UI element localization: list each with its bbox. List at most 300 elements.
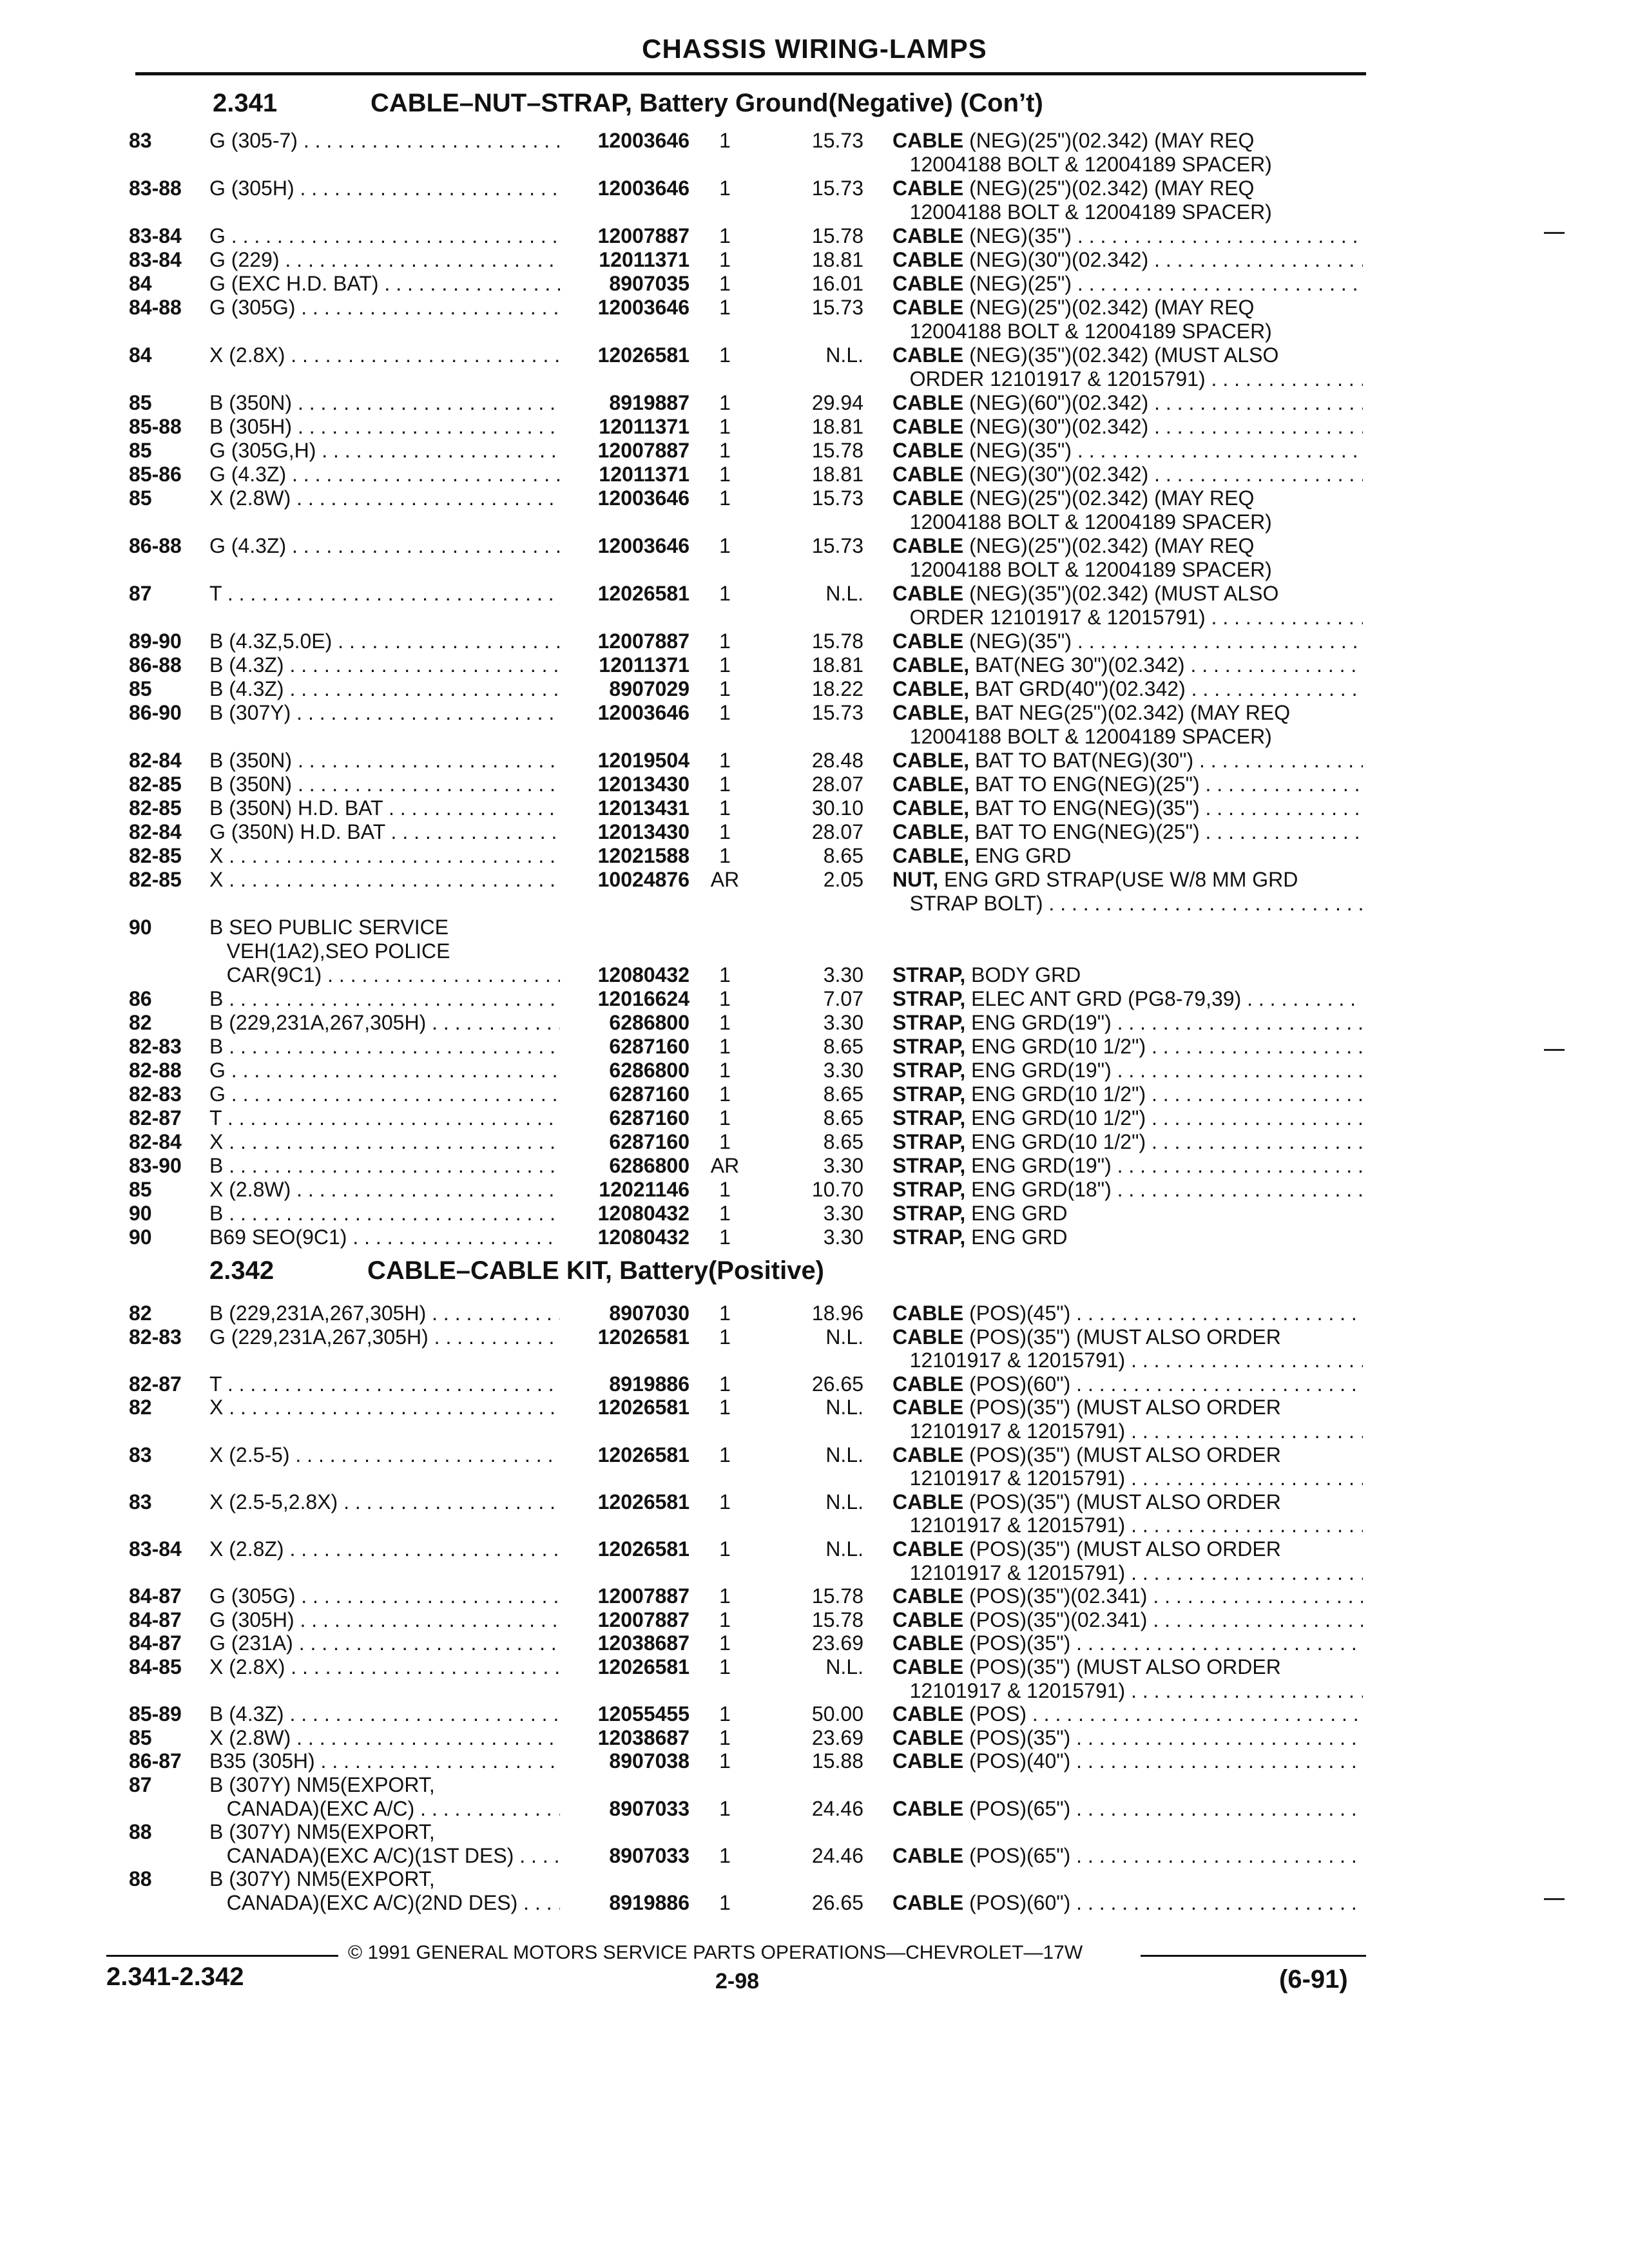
item-detail: BAT TO BAT(NEG)(30") bbox=[969, 749, 1194, 772]
quantity: 1 bbox=[719, 963, 731, 986]
item-name: CABLE, bbox=[892, 844, 970, 867]
price: 15.73 bbox=[811, 534, 863, 557]
parts-row bbox=[0, 1349, 1629, 1372]
parts-row bbox=[0, 1466, 1629, 1490]
model-years: 84-88 bbox=[129, 296, 182, 319]
application: X (2.5-5) . . . bbox=[209, 1443, 560, 1467]
description bbox=[892, 629, 1363, 653]
application: B (350N) . . . bbox=[209, 773, 560, 796]
item-detail: ENG GRD(19") bbox=[965, 1154, 1112, 1177]
description bbox=[892, 1011, 1363, 1035]
parts-row bbox=[0, 844, 1629, 868]
item-detail: (NEG)(25") bbox=[963, 272, 1072, 295]
parts-row bbox=[0, 1702, 1629, 1726]
item-name: CABLE bbox=[892, 224, 964, 247]
parts-row bbox=[0, 1225, 1629, 1249]
quantity: 1 bbox=[719, 1891, 731, 1914]
quantity: 1 bbox=[719, 296, 731, 319]
part-number: 12007887 bbox=[597, 224, 689, 247]
price: 18.81 bbox=[811, 248, 863, 271]
model-years: 90 bbox=[129, 1202, 152, 1225]
application: B (4.3Z) . . . bbox=[209, 653, 560, 677]
quantity: 1 bbox=[719, 796, 731, 820]
item-detail: ORDER 12101917 & 12015791) bbox=[892, 606, 1206, 629]
parts-row bbox=[0, 1154, 1629, 1178]
description bbox=[892, 701, 1363, 725]
item-name: CABLE bbox=[892, 296, 964, 319]
application: B (4.3Z) . . . bbox=[209, 677, 560, 701]
item-name: STRAP, bbox=[892, 1202, 966, 1225]
price: 15.78 bbox=[811, 224, 863, 247]
parts-row bbox=[0, 415, 1629, 439]
quantity: 1 bbox=[719, 773, 731, 796]
quantity: 1 bbox=[719, 1796, 731, 1820]
item-name: CABLE bbox=[892, 1891, 964, 1914]
parts-row bbox=[0, 367, 1629, 391]
application: B (4.3Z) . . . bbox=[209, 1702, 560, 1726]
item-detail: 12004188 BOLT & 12004189 SPACER) bbox=[892, 153, 1272, 176]
price: 8.65 bbox=[823, 1035, 863, 1058]
description bbox=[892, 796, 1363, 820]
parts-row bbox=[0, 153, 1629, 177]
parts-row bbox=[0, 1396, 1629, 1419]
part-number: 12011371 bbox=[599, 653, 689, 677]
description bbox=[892, 1082, 1363, 1106]
description bbox=[892, 248, 1363, 272]
item-detail: (NEG)(30")(02.342) bbox=[963, 248, 1149, 271]
application: X (2.5-5,2.8X) . . . bbox=[209, 1490, 560, 1514]
description bbox=[892, 200, 1363, 224]
quantity: 1 bbox=[719, 1225, 731, 1249]
parts-row bbox=[0, 1679, 1629, 1703]
parts-row bbox=[0, 1419, 1629, 1443]
description bbox=[892, 1154, 1363, 1178]
parts-row bbox=[0, 1202, 1629, 1225]
application: B (229,231A,267,305H) . . . bbox=[209, 1302, 560, 1325]
parts-row bbox=[0, 1631, 1629, 1655]
item-name: STRAP, bbox=[892, 1059, 966, 1082]
description bbox=[892, 773, 1363, 796]
quantity: 1 bbox=[719, 248, 731, 271]
price: 18.81 bbox=[811, 653, 863, 677]
item-detail: (NEG)(25")(02.342) (MAY REQ bbox=[963, 129, 1255, 152]
parts-row bbox=[0, 1178, 1629, 1202]
description bbox=[892, 1106, 1363, 1130]
description bbox=[892, 320, 1363, 343]
price: 3.30 bbox=[823, 963, 863, 986]
application: B (4.3Z,5.0E) . . . bbox=[209, 629, 560, 653]
application: G (305H) . . . bbox=[209, 177, 560, 200]
quantity: 1 bbox=[719, 177, 731, 200]
model-years: 85 bbox=[129, 1725, 152, 1749]
item-detail: ENG GRD(10 1/2") bbox=[965, 1035, 1146, 1058]
description bbox=[892, 820, 1363, 844]
model-years: 90 bbox=[129, 1225, 152, 1249]
item-name: CABLE bbox=[892, 534, 964, 557]
description bbox=[892, 1372, 1363, 1396]
item-detail: ENG GRD(19") bbox=[965, 1059, 1112, 1082]
model-years: 85-88 bbox=[129, 415, 182, 438]
item-name: CABLE bbox=[892, 177, 964, 200]
description bbox=[892, 1202, 1363, 1225]
price: N.L. bbox=[825, 1490, 863, 1514]
application: B . . . bbox=[209, 1035, 560, 1059]
item-detail: (NEG)(35") bbox=[963, 439, 1072, 462]
parts-row bbox=[0, 439, 1629, 463]
parts-row bbox=[0, 1035, 1629, 1059]
footer-date-code: (6-91) bbox=[1279, 1965, 1348, 1994]
application: G . . . bbox=[209, 224, 560, 248]
price: 15.73 bbox=[811, 701, 863, 724]
item-detail: ENG GRD(10 1/2") bbox=[965, 1106, 1146, 1129]
part-number: 12003646 bbox=[597, 296, 689, 319]
description bbox=[892, 677, 1363, 701]
description bbox=[892, 1584, 1363, 1608]
quantity: 1 bbox=[719, 677, 731, 700]
price: 15.73 bbox=[811, 486, 863, 510]
part-number: 12011371 bbox=[599, 463, 689, 486]
item-detail: 12004188 BOLT & 12004189 SPACER) bbox=[892, 725, 1272, 748]
parts-row bbox=[0, 582, 1629, 606]
application: G (4.3Z) . . . bbox=[209, 463, 560, 486]
parts-row bbox=[0, 224, 1629, 248]
part-number: 8919887 bbox=[609, 391, 689, 414]
description bbox=[892, 1466, 1363, 1490]
parts-row bbox=[0, 1490, 1629, 1514]
part-number: 12038687 bbox=[597, 1725, 689, 1749]
part-number: 12007887 bbox=[597, 1584, 689, 1608]
application: B (307Y) NM5(EXPORT, bbox=[209, 1773, 435, 1796]
item-name: CABLE, bbox=[892, 701, 970, 724]
model-years: 82-83 bbox=[129, 1082, 182, 1106]
price: 18.96 bbox=[811, 1302, 863, 1325]
price: 28.07 bbox=[811, 820, 863, 843]
item-detail: ENG GRD bbox=[965, 1202, 1068, 1225]
price: 15.73 bbox=[811, 129, 863, 152]
copyright-line: © 1991 GENERAL MOTORS SERVICE PARTS OPERATIONS—CHEVROLET—17W bbox=[348, 1942, 1083, 1963]
price: 8.65 bbox=[823, 1082, 863, 1106]
application: X . . . bbox=[209, 1396, 560, 1419]
item-detail: (NEG)(25")(02.342) (MAY REQ bbox=[963, 486, 1255, 510]
description bbox=[892, 1537, 1363, 1561]
quantity: 1 bbox=[719, 1725, 731, 1749]
quantity: 1 bbox=[719, 1631, 731, 1655]
quantity: 1 bbox=[719, 844, 731, 867]
item-detail: ENG GRD STRAP(USE W/8 MM GRD bbox=[938, 868, 1298, 891]
part-number: 12080432 bbox=[597, 1225, 689, 1249]
price: N.L. bbox=[825, 1537, 863, 1561]
part-number: 12007887 bbox=[597, 439, 689, 462]
part-number: 10024876 bbox=[597, 868, 689, 891]
section-number: 2.342 bbox=[209, 1256, 275, 1285]
item-detail: (POS)(35") (MUST ALSO ORDER bbox=[963, 1655, 1281, 1678]
model-years: 82-83 bbox=[129, 1325, 182, 1349]
part-number: 12003646 bbox=[597, 129, 689, 152]
parts-row bbox=[0, 1372, 1629, 1396]
parts-row bbox=[0, 1797, 1629, 1821]
item-name: CABLE bbox=[892, 1537, 964, 1561]
parts-row bbox=[0, 701, 1629, 725]
item-name: NUT, bbox=[892, 868, 939, 891]
part-number: 12011371 bbox=[599, 248, 689, 271]
part-number: 12003646 bbox=[597, 486, 689, 510]
quantity: 1 bbox=[719, 701, 731, 724]
model-years: 84-85 bbox=[129, 1655, 182, 1678]
item-name: CABLE bbox=[892, 582, 964, 605]
application: G (229,231A,267,305H) . . . bbox=[209, 1325, 560, 1349]
description bbox=[892, 1396, 1363, 1419]
item-detail: (POS)(35") bbox=[963, 1631, 1071, 1655]
price: 3.30 bbox=[823, 1202, 863, 1225]
parts-row bbox=[0, 868, 1629, 892]
price: N.L. bbox=[825, 1655, 863, 1678]
quantity: 1 bbox=[719, 820, 731, 843]
model-years: 84 bbox=[129, 343, 152, 367]
model-years: 82-83 bbox=[129, 1035, 182, 1058]
quantity: 1 bbox=[719, 391, 731, 414]
parts-row bbox=[0, 320, 1629, 343]
application: G . . . bbox=[209, 1082, 560, 1106]
price: 15.78 bbox=[811, 1608, 863, 1631]
item-detail: (POS)(35") (MUST ALSO ORDER bbox=[963, 1443, 1281, 1466]
quantity: 1 bbox=[719, 129, 731, 152]
parts-row bbox=[0, 1443, 1629, 1467]
description bbox=[892, 1797, 1363, 1821]
description bbox=[892, 653, 1363, 677]
quantity: 1 bbox=[719, 1302, 731, 1325]
quantity: 1 bbox=[719, 1584, 731, 1608]
item-detail: (POS)(65") bbox=[963, 1796, 1071, 1820]
item-name: CABLE bbox=[892, 486, 964, 510]
description bbox=[892, 510, 1363, 534]
item-name: CABLE bbox=[892, 1796, 964, 1820]
item-detail: (POS)(35")(02.341) bbox=[963, 1584, 1148, 1608]
model-years: 82-85 bbox=[129, 796, 182, 820]
description bbox=[892, 892, 1363, 916]
price: 15.78 bbox=[811, 439, 863, 462]
parts-row bbox=[0, 463, 1629, 486]
item-detail: 12101917 & 12015791) bbox=[892, 1514, 1126, 1537]
item-name: CABLE bbox=[892, 1490, 964, 1514]
footer-section-range: 2.341-2.342 bbox=[106, 1963, 244, 1991]
quantity: 1 bbox=[719, 1130, 731, 1153]
description bbox=[892, 1130, 1363, 1154]
price: 15.88 bbox=[811, 1749, 863, 1773]
parts-row bbox=[0, 1537, 1629, 1561]
quantity: 1 bbox=[719, 987, 731, 1010]
parts-row bbox=[0, 534, 1629, 558]
item-detail: (POS) bbox=[963, 1702, 1027, 1726]
price: 3.30 bbox=[823, 1154, 863, 1177]
description bbox=[892, 343, 1363, 367]
quantity: 1 bbox=[719, 486, 731, 510]
item-detail: (NEG)(35") bbox=[963, 224, 1072, 247]
header-rule bbox=[135, 72, 1366, 75]
parts-row bbox=[0, 749, 1629, 773]
model-years: 85-86 bbox=[129, 463, 182, 486]
description bbox=[892, 1679, 1363, 1703]
parts-row bbox=[0, 1820, 1629, 1844]
quantity: 1 bbox=[719, 749, 731, 772]
item-name: CABLE bbox=[892, 439, 964, 462]
description bbox=[892, 177, 1363, 200]
price: N.L. bbox=[825, 1443, 863, 1466]
application: X (2.8X) . . . bbox=[209, 1655, 560, 1679]
item-name: CABLE, bbox=[892, 796, 970, 820]
parts-row bbox=[0, 272, 1629, 296]
part-number: 12026581 bbox=[597, 1325, 689, 1349]
description bbox=[892, 534, 1363, 558]
item-name: STRAP, bbox=[892, 1011, 966, 1034]
model-years: 87 bbox=[129, 1773, 152, 1796]
item-name: CABLE bbox=[892, 1608, 964, 1631]
application: G (EXC H.D. BAT) . . . bbox=[209, 272, 560, 296]
application: T . . . bbox=[209, 582, 560, 606]
model-years: 83-90 bbox=[129, 1154, 182, 1177]
model-years: 85 bbox=[129, 1178, 152, 1201]
quantity: 1 bbox=[719, 1372, 731, 1396]
part-number: 6286800 bbox=[609, 1154, 689, 1177]
price: N.L. bbox=[825, 1325, 863, 1349]
part-number: 6287160 bbox=[609, 1035, 689, 1058]
application: B . . . bbox=[209, 1202, 560, 1225]
parts-row bbox=[0, 1608, 1629, 1632]
description bbox=[892, 1178, 1363, 1202]
parts-row bbox=[0, 510, 1629, 534]
item-detail: ENG GRD bbox=[965, 1225, 1068, 1249]
parts-row bbox=[0, 987, 1629, 1011]
part-number: 12026581 bbox=[597, 1443, 689, 1466]
parts-row bbox=[0, 796, 1629, 820]
model-years: 82 bbox=[129, 1302, 152, 1325]
part-number: 12026581 bbox=[597, 1490, 689, 1514]
description bbox=[892, 1891, 1363, 1915]
parts-row bbox=[0, 1011, 1629, 1035]
item-name: CABLE bbox=[892, 343, 964, 367]
description bbox=[892, 1035, 1363, 1059]
application: B (305H) . . . bbox=[209, 415, 560, 439]
price: 15.78 bbox=[811, 1584, 863, 1608]
item-detail: (POS)(35") (MUST ALSO ORDER bbox=[963, 1396, 1281, 1419]
price: 8.65 bbox=[823, 844, 863, 867]
item-detail: 12004188 BOLT & 12004189 SPACER) bbox=[892, 510, 1272, 533]
quantity: 1 bbox=[719, 1396, 731, 1419]
item-detail: BAT GRD(40")(02.342) bbox=[969, 677, 1186, 700]
item-detail: (NEG)(25")(02.342) (MAY REQ bbox=[963, 296, 1255, 319]
description bbox=[892, 749, 1363, 773]
item-detail: ENG GRD bbox=[969, 844, 1072, 867]
model-years: 82-87 bbox=[129, 1106, 182, 1129]
item-detail: BODY GRD bbox=[965, 963, 1081, 986]
item-name: CABLE, bbox=[892, 653, 970, 677]
parts-row bbox=[0, 677, 1629, 701]
parts-row bbox=[0, 558, 1629, 582]
item-name: CABLE bbox=[892, 1655, 964, 1678]
item-detail: (NEG)(25")(02.342) (MAY REQ bbox=[963, 177, 1255, 200]
part-number: 12026581 bbox=[597, 1537, 689, 1561]
item-name: CABLE bbox=[892, 1702, 964, 1726]
item-detail: (POS)(45") bbox=[963, 1302, 1071, 1325]
parts-row bbox=[0, 391, 1629, 415]
model-years: 82-85 bbox=[129, 868, 182, 891]
item-detail: (POS)(35") bbox=[963, 1725, 1071, 1749]
description bbox=[892, 1059, 1363, 1082]
model-years: 86-88 bbox=[129, 653, 182, 677]
item-name: CABLE, bbox=[892, 677, 970, 700]
price: 15.73 bbox=[811, 177, 863, 200]
application: X (2.8W) . . . bbox=[209, 1726, 560, 1750]
description bbox=[892, 463, 1363, 486]
application: B . . . bbox=[209, 1154, 560, 1178]
price: 10.70 bbox=[811, 1178, 863, 1201]
application: G (305G,H) . . . bbox=[209, 439, 560, 463]
item-detail: (POS)(40") bbox=[963, 1749, 1071, 1773]
part-number: 12021588 bbox=[597, 844, 689, 867]
quantity: 1 bbox=[719, 1655, 731, 1678]
item-detail: 12101917 & 12015791) bbox=[892, 1419, 1126, 1443]
application: X . . . bbox=[209, 1130, 560, 1154]
description bbox=[892, 1325, 1363, 1349]
description bbox=[892, 963, 1363, 987]
parts-row bbox=[0, 177, 1629, 200]
price: 26.65 bbox=[811, 1891, 863, 1914]
application: B SEO PUBLIC SERVICE bbox=[209, 916, 449, 939]
part-number: 8907035 bbox=[609, 272, 689, 295]
description bbox=[892, 1514, 1363, 1537]
item-detail: (NEG)(35")(02.342) (MUST ALSO bbox=[963, 343, 1279, 367]
parts-row bbox=[0, 1130, 1629, 1154]
quantity: 1 bbox=[719, 1035, 731, 1058]
description bbox=[892, 1302, 1363, 1325]
model-years: 83-84 bbox=[129, 1537, 182, 1561]
item-name: CABLE bbox=[892, 1584, 964, 1608]
part-number: 12013430 bbox=[597, 773, 689, 796]
part-number: 12003646 bbox=[597, 701, 689, 724]
item-detail: 12101917 & 12015791) bbox=[892, 1561, 1126, 1584]
part-number: 6286800 bbox=[609, 1059, 689, 1082]
price: 16.01 bbox=[811, 272, 863, 295]
description bbox=[892, 1419, 1363, 1443]
application: G (229) . . . bbox=[209, 248, 560, 272]
application: B (307Y) . . . bbox=[209, 701, 560, 725]
footer-rule-right bbox=[1141, 1955, 1366, 1957]
item-name: STRAP, bbox=[892, 1035, 966, 1058]
parts-row bbox=[0, 1844, 1629, 1868]
parts-row bbox=[0, 1325, 1629, 1349]
application: G (305G) . . . bbox=[209, 1584, 560, 1608]
model-years: 89-90 bbox=[129, 629, 182, 653]
price: 29.94 bbox=[811, 391, 863, 414]
parts-row bbox=[0, 1302, 1629, 1325]
model-years: 88 bbox=[129, 1820, 152, 1844]
quantity: 1 bbox=[719, 1608, 731, 1631]
description bbox=[892, 272, 1363, 296]
item-detail: (POS)(35") (MUST ALSO ORDER bbox=[963, 1537, 1281, 1561]
item-name: STRAP, bbox=[892, 987, 966, 1010]
application: B35 (305H) . . . bbox=[209, 1749, 560, 1773]
application: G . . . bbox=[209, 1059, 560, 1082]
part-number: 12026581 bbox=[597, 343, 689, 367]
model-years: 85 bbox=[129, 486, 152, 510]
item-name: CABLE bbox=[892, 1325, 964, 1349]
quantity: 1 bbox=[719, 343, 731, 367]
application: G (305G) . . . bbox=[209, 296, 560, 320]
quantity: 1 bbox=[719, 1702, 731, 1726]
parts-row bbox=[0, 1773, 1629, 1797]
item-detail: (POS)(60") bbox=[963, 1372, 1071, 1396]
model-years: 82-84 bbox=[129, 1130, 182, 1153]
price: N.L. bbox=[825, 343, 863, 367]
